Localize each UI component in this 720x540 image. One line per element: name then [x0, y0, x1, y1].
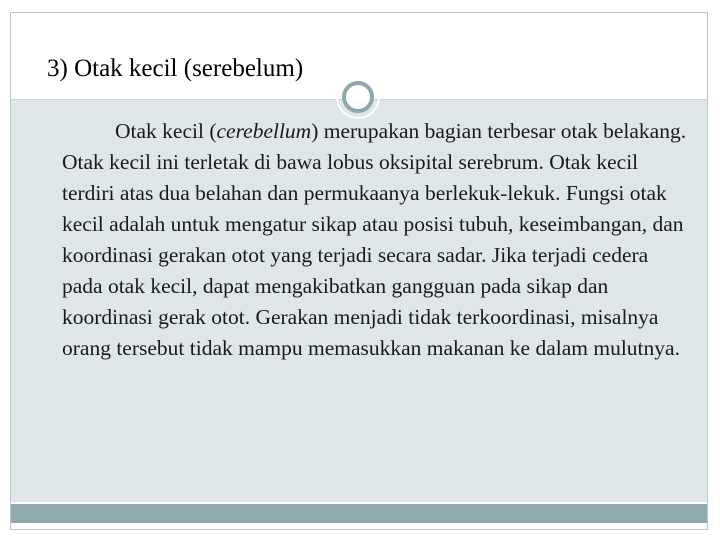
content-panel: [11, 100, 707, 502]
body-paragraph: [62, 116, 692, 364]
body-italic-term: cerebellum: [216, 119, 312, 143]
body-lead-text: Otak kecil (: [115, 119, 217, 143]
circle-ornament-icon: [342, 81, 374, 113]
slide-title: 3) Otak kecil (serebelum): [47, 55, 304, 82]
footer-bar: [11, 504, 707, 523]
body-rest-text: ) merupakan bagian terbesar otak belakang. Otak kecil ini terletak di bawa lobus oksipital serebrum. Otak kecil terdiri atas dua belahan dan permukaanya berlekuk-lekuk. Fungsi otak kecil adalah untuk mengatur sikap atau posisi tubuh, keseimbangan, dan koordinasi gerakan otot yang terjadi secara sadar. Jika terjadi cedera pada otak kecil, dapat mengakibatkan gangguan pada sikap dan koordinasi gerak otot. Gerakan menjadi tidak terkoordinasi, misalnya orang tersebut tidak mampu memasukkan makanan ke dalam mulutnya.: [62, 119, 687, 360]
